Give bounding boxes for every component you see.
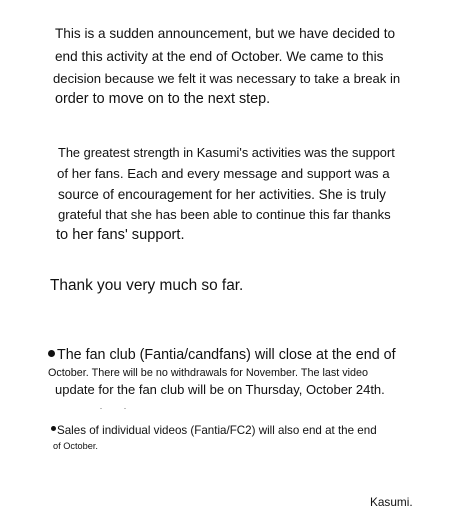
paragraph-2-line-2: of her fans. Each and every message and support was a [57, 166, 390, 181]
paragraph-2-line-3: source of encouragement for her activities. She is truly [58, 187, 386, 202]
bullet-icon [48, 350, 55, 357]
stray-mark [100, 408, 102, 409]
thanks-text: Thank you very much so far. [50, 277, 244, 294]
notice-1-lead-text: The fan club (Fantia/candfans) will close at the end of [57, 347, 396, 363]
notice-1-line-2: October. There will be no withdrawals for November. The last video [48, 367, 369, 379]
stray-mark [124, 408, 126, 409]
notice-2-line-2: of October. [53, 441, 98, 451]
signature: Kasumi. [370, 495, 413, 509]
paragraph-2-line-1: The greatest strength in Kasumi's activities was the support [58, 145, 395, 160]
paragraph-1-line-2: end this activity at the end of October. We came to this [55, 49, 384, 64]
paragraph-1-line-3: decision because we felt it was necessary to take a break in [53, 71, 401, 86]
paragraph-2-line-4: grateful that she has been able to continue this far thanks [58, 207, 391, 222]
notice-1-line-3: update for the fan club will be on Thursday, October 24th. [55, 382, 385, 397]
paragraph-1-line-4: order to move on to the next step. [55, 91, 271, 107]
notice-2-lead-text: Sales of individual videos (Fantia/FC2) will also end at the end [57, 424, 377, 437]
paragraph-1-line-1: This is a sudden announcement, but we have decided to [55, 26, 396, 41]
notice-2-lead [51, 425, 377, 437]
paragraph-2-line-5: to her fans' support. [56, 227, 185, 243]
bullet-icon [51, 426, 56, 431]
notice-1-lead [48, 348, 396, 362]
